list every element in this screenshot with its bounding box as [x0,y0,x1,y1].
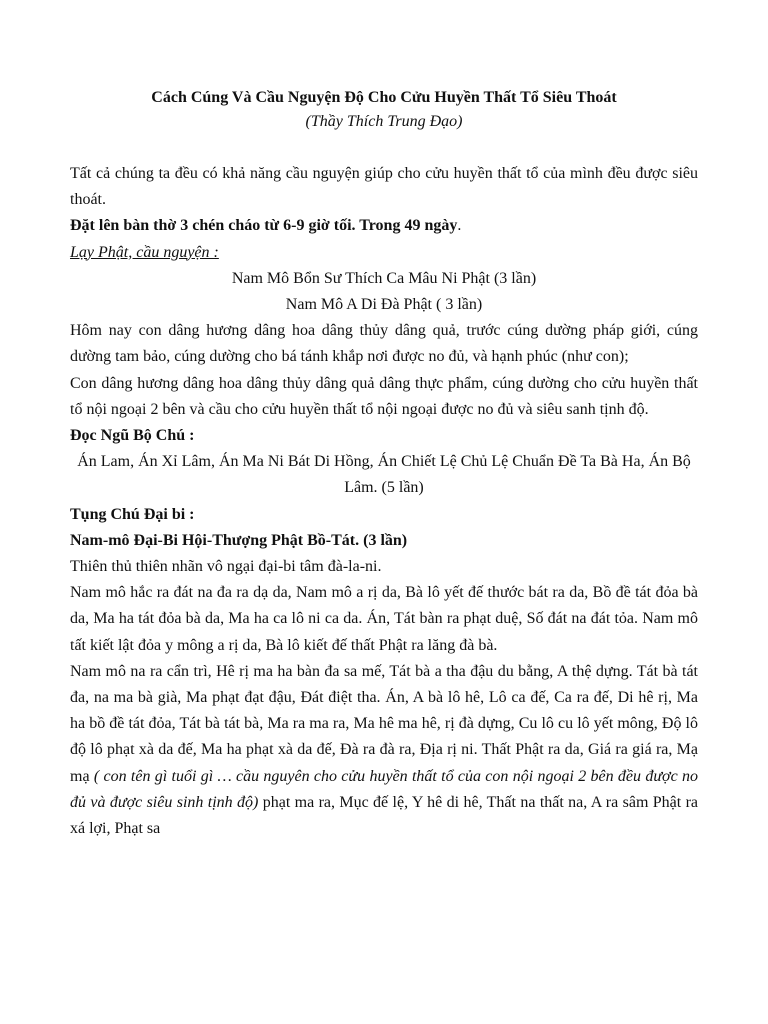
great-compassion-heading: Tụng Chú Đại bi : [70,505,195,523]
dharani-paragraph-1: Nam mô hắc ra đát na đa ra dạ da, Nam mô a rị da, Bà lô yết đế thước bát ra da, Bồ đề tát đỏa bà da, Ma ha tát đỏa bà da, Ma ha ca lô ni ca da. Án, Tát bàn ra phạt duệ, Số đát na đát tỏa. Nam mô tất kiết lật đỏa y mông a rị da, Bà lô kiết đế thất Phật ra lăng đà bà. [70,584,698,654]
prayer-heading-text: Lạy Phật, cầu nguyện : [70,243,219,261]
intro-paragraph: Tất cả chúng ta đều có khả năng cầu nguyện giúp cho cửu huyền thất tổ của mình đều được siêu thoát. [70,165,698,209]
dharani-paragraph-2-part-b: phạt ma ra, Mục đế lệ, Y hê di hê, Thất na thất na, A ra sâm Phật ra xá lợi, Phạt sa [70,793,698,838]
document-body [70,161,698,842]
great-compassion-invocation: Nam-mô Đại-Bi Hội-Thượng Phật Bồ-Tát. (3 lần) [70,531,408,549]
five-mantra-heading: Đọc Ngũ Bộ Chú : [70,427,195,445]
altar-instruction-period: . [457,217,462,235]
document-author: (Thầy Thích Trung Đạo) [305,113,463,130]
altar-instruction [70,213,698,239]
five-mantra-text: Án Lam, Án Xỉ Lâm, Án Ma Ni Bát Di Hồng, Án Chiết Lệ Chủ Lệ Chuẩn Đề Ta Bà Ha, Án Bộ Lâm. (5 lần) [77,453,691,497]
altar-instruction-bold: Đặt lên bàn thờ 3 chén cháo từ 6-9 giờ tối. Trong 49 ngày [70,217,458,235]
dharani-paragraph-2-part-a: Nam mô na ra cẩn trì, Hê rị ma ha bàn đa sa mế, Tát bà a tha đậu du bằng, A thệ dựng. Tát bà tát đa, na ma bà già, Ma phạt đạt đậu, Đát điệt tha. Án, A bà lô hê, Lô ca đế, Ca ra đế, Di hê rị, Ma ha bồ đề tát đỏa, Tát bà tát bà, Ma ra ma ra, Ma hê ma hê, rị đà dựng, Cu lô cu lô yết mông, Độ lô độ lô phạt xà da đế, Ma ha phạt xà da đế, Đà ra đà ra, Địa rị ni. Thất Phật ra da, Giá ra giá ra, Mạ mạ [70,662,698,785]
dharani-personal-prayer: ( con tên gì tuổi gì … cầu nguyên cho cửu huyền thất tổ của con nội ngoại 2 bên đều được no đủ và được siêu sinh tịnh độ) [70,767,699,811]
offering-paragraph-2: Con dâng hương dâng hoa dâng thủy dâng quả dâng thực phẩm, cúng dường cho cửu huyền thất tổ nội ngoại 2 bên và cầu cho cửu huyền thất tổ nội ngoại được no đủ và siêu sanh tịnh độ. [70,374,698,418]
prayer-heading [70,240,698,266]
dharani-paragraph-2 [70,659,698,842]
document-title: Cách Cúng Và Cầu Nguyện Độ Cho Cửu Huyền Thất Tổ Siêu Thoát [151,89,617,106]
dharani-intro: Thiên thủ thiên nhãn vô ngại đại-bi tâm đà-la-ni. [70,558,382,576]
invocation-1: Nam Mô Bổn Sư Thích Ca Mâu Ni Phật (3 lần) [231,269,537,287]
offering-paragraph-1: Hôm nay con dâng hương dâng hoa dâng thủy dâng quả, trước cúng dường pháp giới, cúng dường tam bảo, cúng dường cho bá tánh khắp nơi được no đủ, và hạnh phúc (như con); [70,322,698,366]
invocation-2: Nam Mô A Di Đà Phật ( 3 lần) [285,296,483,314]
